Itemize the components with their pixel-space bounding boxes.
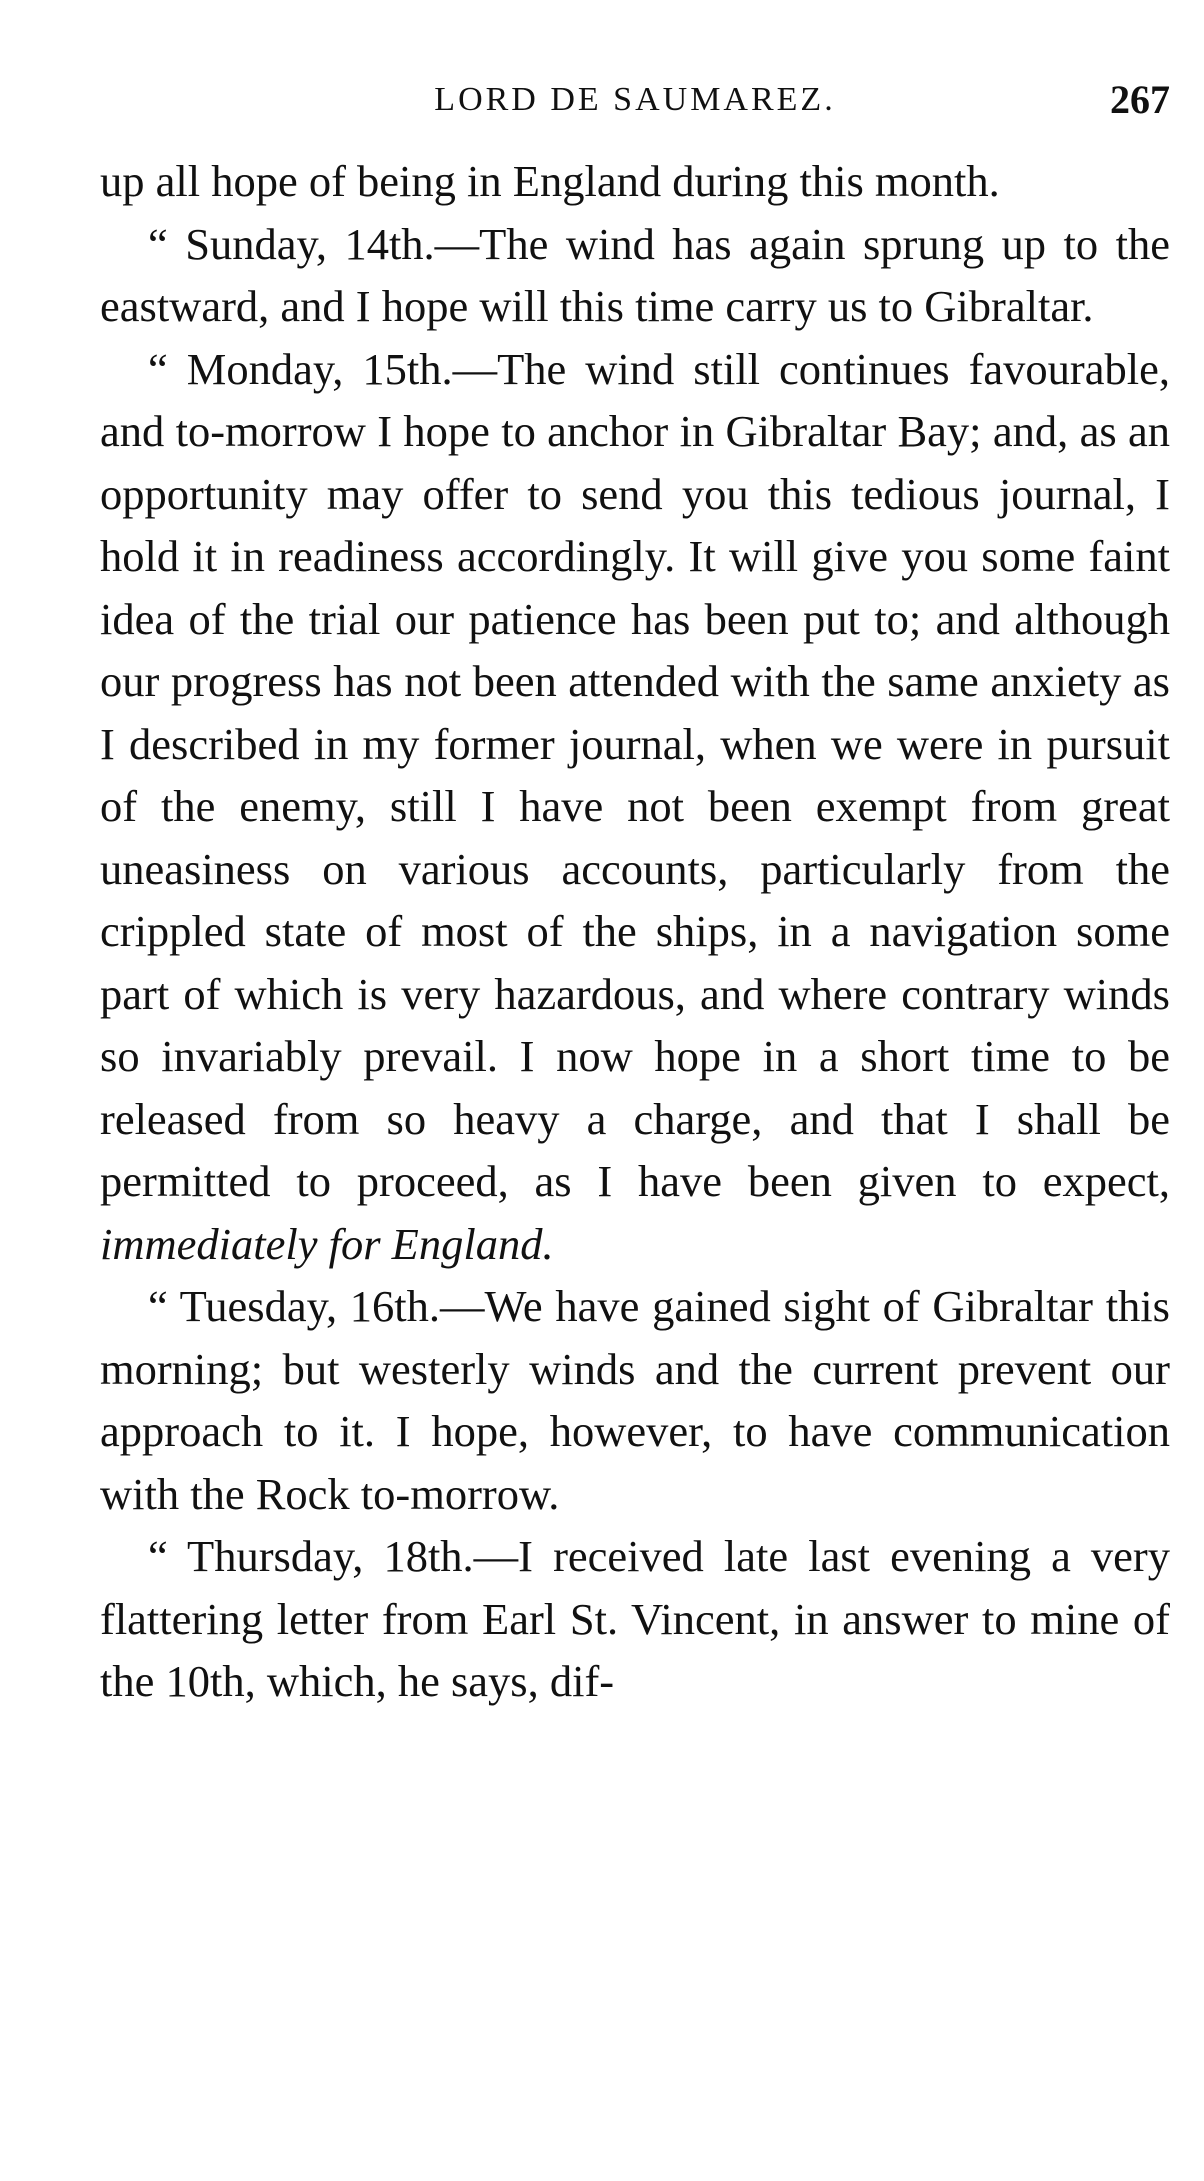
running-title: LORD DE SAUMAREZ. [434, 81, 836, 118]
italic-phrase: immediately for England. [100, 1218, 554, 1269]
paragraph-monday-15th [100, 338, 1170, 1276]
paragraph-text: up all hope of being in England during this month. [100, 156, 1000, 206]
paragraph-text: “ Tuesday, 16th.—We have gained sight of Gibraltar this morning; but westerly winds and the current prevent our approach to it. I hope, however, to have communication with the Rock to-morrow. [100, 1281, 1170, 1519]
page-number: 267 [1110, 77, 1170, 122]
paragraph-tuesday-16th [100, 1275, 1170, 1525]
paragraph-continuation [100, 150, 1170, 213]
running-head [100, 70, 1170, 130]
paragraph-text: “ Monday, 15th.—The wind still continues favourable, and to-morrow I hope to anchor in Gibraltar Bay; and, as an opportunity may offer to send you this tedious journal, I hold it in readiness accordingly. It will give you some faint idea of the trial our patience has been put to; and although our progress has not been attended with the same anxiety as I described in my former journal, when we were in pursuit of the enemy, still I have not been exempt from great uneasiness on various accounts, particularly from the crippled state of most of the ships, in a navigation some part of which is very hazardous, and where contrary winds so invariably prevail. I now hope in a short time to be released from so heavy a charge, and that I shall be permitted to proceed, as I have been given to expect, [100, 343, 1170, 1206]
paragraph-text: “ Sunday, 14th.—The wind has again sprung up to the eastward, and I hope will this time carry us to Gibraltar. [100, 218, 1170, 331]
paragraph-thursday-18th [100, 1525, 1170, 1713]
paragraph-sunday-14th [100, 213, 1170, 338]
paragraph-text: “ Thursday, 18th.—I received late last evening a very flattering letter from Earl St. Vincent, in answer to mine of the 10th, which, he says, dif- [100, 1531, 1170, 1706]
body-text [100, 150, 1170, 1713]
